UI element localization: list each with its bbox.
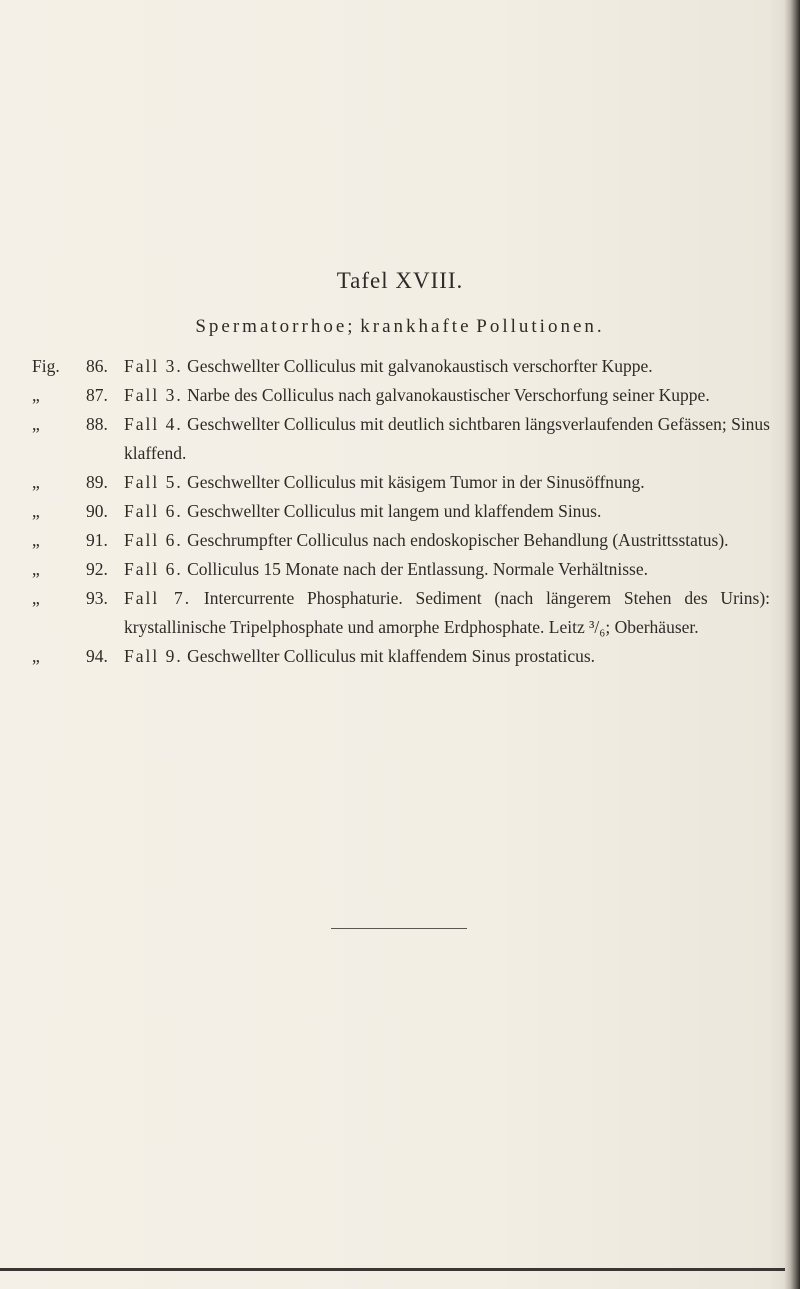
figure-number: 91. xyxy=(86,530,108,550)
figure-number: 94. xyxy=(86,646,108,666)
figure-entry xyxy=(0,497,800,526)
ditto-mark: „ xyxy=(32,559,40,579)
ditto-mark: „ xyxy=(32,588,40,608)
plate-subtitle xyxy=(0,316,800,338)
figure-number: 88. xyxy=(86,414,108,434)
plate-title: Tafel XVIII. xyxy=(336,268,464,293)
figure-description: Geschwellter Colliculus mit galvanokaustisch verschorfter Kuppe. xyxy=(187,356,653,376)
figure-entry xyxy=(0,468,800,497)
figure-description: Intercurrente Phosphaturie. Sediment (nach längerem Stehen des Urins): krystallinische Tripelphosphate und amorphe Erdphosphate. Leitz ³/₆; Oberhäuser. xyxy=(124,588,771,637)
figure-description: Geschwellter Colliculus mit deutlich sichtbaren längsverlaufenden Gefässen; Sinus klaffend. xyxy=(124,414,770,463)
case-label: Fall 6. xyxy=(124,501,183,521)
figure-number: 92. xyxy=(86,559,108,579)
figure-number: 86. xyxy=(86,356,108,376)
figure-description: Geschwellter Colliculus mit langem und klaffendem Sinus. xyxy=(187,501,602,521)
figure-entry xyxy=(0,381,800,410)
case-label: Fall 3. xyxy=(124,356,183,376)
end-divider xyxy=(331,928,467,929)
figure-description: Geschrumpfter Colliculus nach endoskopischer Behandlung (Austrittsstatus). xyxy=(187,530,729,550)
case-label: Fall 3. xyxy=(124,385,183,405)
figure-list xyxy=(0,352,800,671)
figure-description: Narbe des Colliculus nach galvanokaustischer Verschorfung seiner Kuppe. xyxy=(187,385,710,405)
figure-entry xyxy=(0,410,800,468)
figure-entry xyxy=(0,352,800,381)
ditto-mark: „ xyxy=(32,414,40,434)
subtitle-part-3: Pollutionen. xyxy=(476,316,605,337)
ditto-mark: „ xyxy=(32,385,40,405)
figure-entry xyxy=(0,584,800,642)
figure-description: Colliculus 15 Monate nach der Entlassung. Normale Verhältnisse. xyxy=(187,559,649,579)
figure-number: 87. xyxy=(86,385,108,405)
case-label: Fall 4. xyxy=(124,414,183,434)
subtitle-part-1: Spermatorrhoe; xyxy=(195,316,356,337)
figure-entry xyxy=(0,642,800,671)
case-label: Fall 6. xyxy=(124,530,183,550)
case-label: Fall 5. xyxy=(124,472,183,492)
subtitle-part-2: krankhafte xyxy=(360,316,472,337)
figure-number: 93. xyxy=(86,588,108,608)
figure-entry xyxy=(0,555,800,584)
figure-description: Geschwellter Colliculus mit käsigem Tumor in der Sinusöffnung. xyxy=(187,472,645,492)
case-label: Fall 7. xyxy=(124,588,192,608)
ditto-mark: „ xyxy=(32,501,40,521)
page-bottom-rule xyxy=(0,1268,785,1271)
ditto-mark: „ xyxy=(32,646,40,666)
ditto-mark: „ xyxy=(32,472,40,492)
figure-number: 90. xyxy=(86,501,108,521)
figure-prefix: Fig. xyxy=(32,356,60,376)
figure-number: 89. xyxy=(86,472,108,492)
case-label: Fall 9. xyxy=(124,646,183,666)
figure-entry xyxy=(0,526,800,555)
figure-description: Geschwellter Colliculus mit klaffendem Sinus prostaticus. xyxy=(187,646,596,666)
ditto-mark: „ xyxy=(32,530,40,550)
case-label: Fall 6. xyxy=(124,559,183,579)
